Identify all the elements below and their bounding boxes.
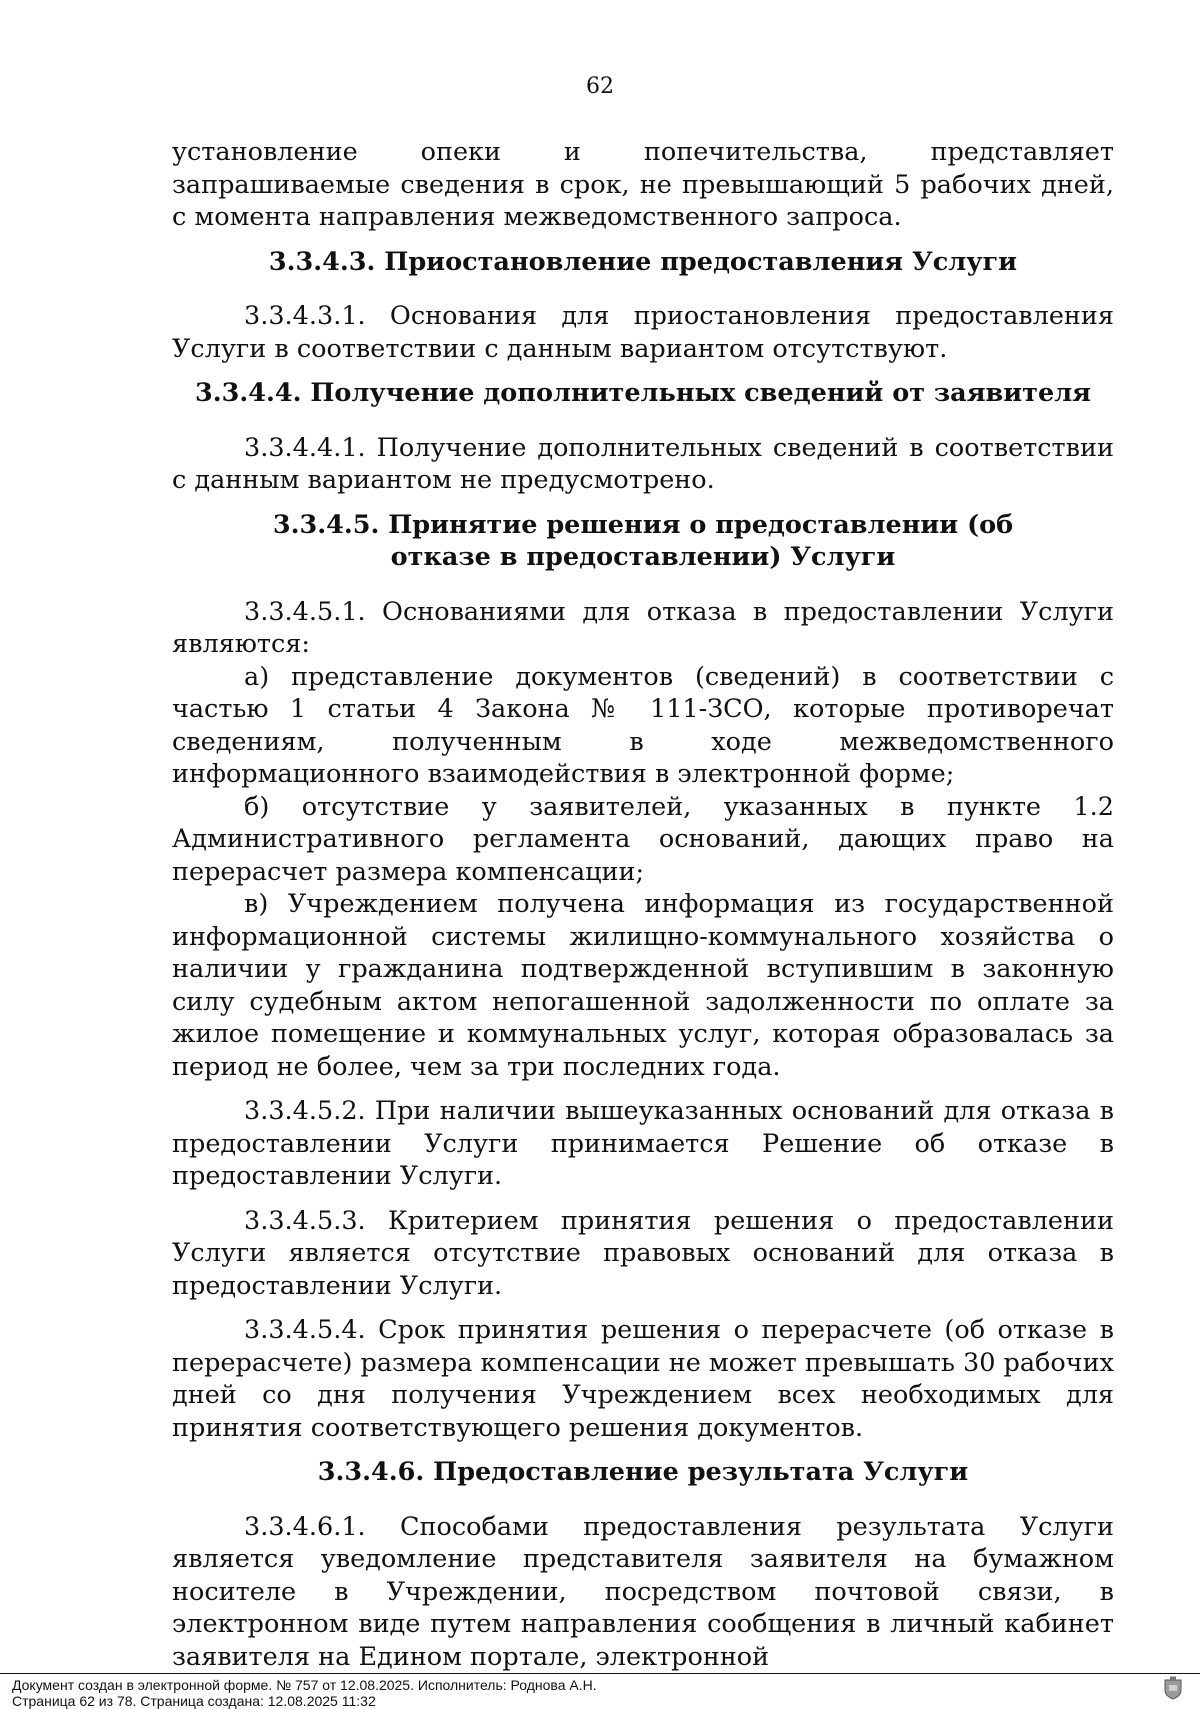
paragraph: 3.3.4.5.3. Критерием принятия решения о предоставлении Услуги является отсутствие правовых оснований для отказа в предоставлении Услуги. <box>172 1205 1114 1301</box>
section-heading: 3.3.4.5. Принятие решения о предоставлении (об отказе в предоставлении) Услуги <box>272 509 1014 572</box>
paragraph: 3.3.4.4.1. Получение дополнительных сведений в соответствии с данным вариантом не предусмотрено. <box>172 432 1114 495</box>
paragraph: 3.3.4.5.1. Основаниями для отказа в предоставлении Услуги являются: <box>172 596 1114 659</box>
document-body <box>172 136 1114 1673</box>
paragraph: 3.3.4.5.4. Срок принятия решения о перерасчете (об отказе в перерасчете) размера компенсации не может превышать 30 рабочих дней со дня получения Учреждением всех необходимых для принятия соответствующего решения документов. <box>172 1315 1114 1443</box>
section-heading: 3.3.4.3. Приостановление предоставления Услуги <box>268 246 1018 277</box>
page-number: 62 <box>586 74 614 99</box>
section-heading: 3.3.4.4. Получение дополнительных сведений от заявителя <box>194 378 1092 408</box>
paragraph: 3.3.4.6.1. Способами предоставления результата Услуги является уведомление представителя заявителя на бумажном носителе в Учреждении, посредством почтовой связи, в электронном виде путем направления сообщения в личный кабинет заявителя на Едином портале, электронной <box>172 1511 1114 1672</box>
section-heading: 3.3.4.6. Предоставление результата Услуги <box>317 1457 969 1487</box>
paragraph: установление опеки и попечительства, представляет запрашиваемые сведения в срок, не превышающий 5 рабочих дней, с момента направления межведомственного запроса. <box>172 137 1114 232</box>
list-item: б) отсутствие у заявителей, указанных в пункте 1.2 Административного регламента оснований, дающих право на перерасчет размера компенсации; <box>172 791 1114 887</box>
paragraph: 3.3.4.3.1. Основания для приостановления предоставления Услуги в соответствии с данным вариантом отсутствуют. <box>172 301 1114 364</box>
footer-rule <box>0 1673 1200 1674</box>
list-item: в) Учреждением получена информация из государственной информационной системы жилищно-коммунального хозяйства о наличии у гражданина подтвержденной вступившим в законную силу судебным актом непогашенной задолженности по оплате за жилое помещение и коммунальных услуг, которая образовалась за период не более, чем за три последних года. <box>172 889 1114 1082</box>
paragraph: 3.3.4.5.2. При наличии вышеуказанных оснований для отказа в предоставлении Услуги принимается Решение об отказе в предоставлении Услуги. <box>172 1096 1114 1191</box>
footer-line-page: Страница 62 из 78. Страница создана: 12.08.2025 11:32 <box>12 1693 376 1709</box>
coat-of-arms-icon <box>1162 1676 1184 1700</box>
footer <box>12 1677 597 1709</box>
footer-line-document: Документ создан в электронной форме. № 757 от 12.08.2025. Исполнитель: Роднова А.Н. <box>12 1677 597 1693</box>
list-item: а) представление документов (сведений) в соответствии с частью 1 статьи 4 Закона № 111-ЗСО, которые противоречат сведениям, полученным в ходе межведомственного информационного взаимодействия в электронной форме; <box>172 661 1114 789</box>
